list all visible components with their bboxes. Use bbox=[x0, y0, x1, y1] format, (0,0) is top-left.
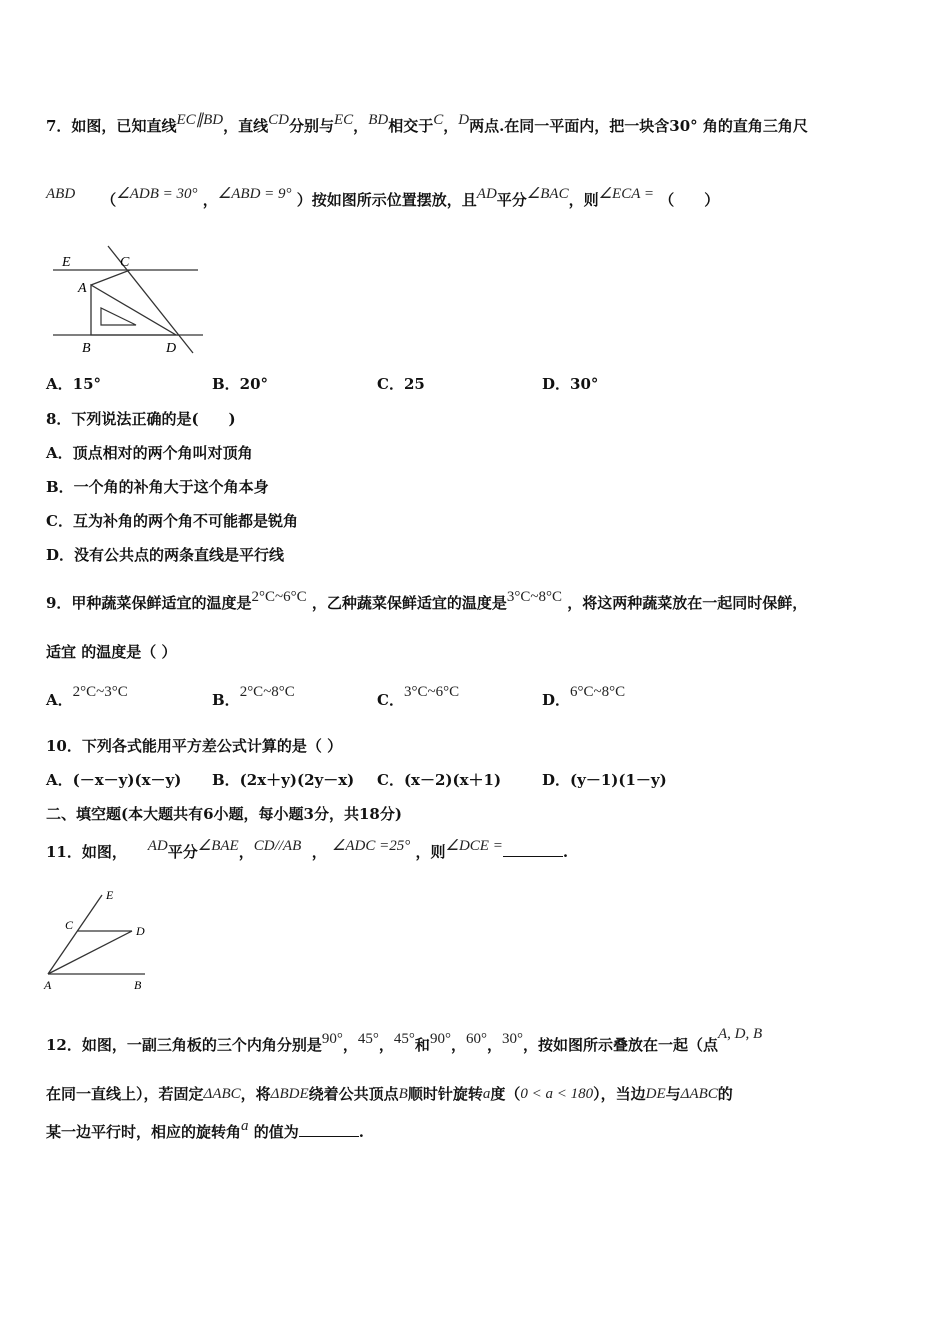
option-value: 3°C~6°C bbox=[403, 684, 460, 700]
q12-text: . bbox=[358, 1123, 364, 1141]
q9-option-d bbox=[542, 684, 626, 710]
q11-math: ∠BAE bbox=[197, 838, 239, 854]
q11-text: ，则 bbox=[415, 843, 446, 861]
q12-math: A, D, B bbox=[717, 1026, 763, 1042]
q8-option-b: B．一个角的补角大于这个角本身 bbox=[46, 478, 269, 496]
q7-math: EC∥BD bbox=[176, 112, 224, 128]
q10-option-b: B．(2x＋y)(2y－x) bbox=[212, 771, 355, 789]
q10-stem: 10．下列各式能用平方差公式计算的是（ ） bbox=[46, 737, 343, 755]
q11-figure bbox=[40, 885, 170, 995]
q11-math: ∠DCE = bbox=[445, 838, 503, 854]
q7-math: ∠ADB = 30° bbox=[116, 186, 198, 202]
q7-line2 bbox=[46, 186, 720, 210]
q12-math: 30° bbox=[501, 1031, 523, 1047]
q10-option-c: C．(x－2)(x＋1) bbox=[377, 771, 502, 789]
q7-text: ，直线 bbox=[223, 117, 269, 135]
q7-text: （ bbox=[101, 191, 117, 209]
q7-option-c: C．25 bbox=[377, 375, 425, 393]
q7-text: ， bbox=[443, 117, 459, 135]
q7-option-d: D．30° bbox=[542, 375, 599, 393]
q7-text: 平分 bbox=[496, 191, 527, 209]
q12-math: 45° bbox=[357, 1031, 379, 1047]
q12-text: 某一边平行时，相应的旋转角 bbox=[46, 1123, 242, 1141]
q11-line bbox=[46, 838, 569, 862]
q12-math: DE bbox=[645, 1086, 666, 1102]
q8-option-a: A．顶点相对的两个角叫对顶角 bbox=[46, 444, 253, 462]
q12-line2 bbox=[46, 1083, 733, 1104]
q12-math: 45° bbox=[393, 1031, 415, 1047]
q12-text: ， bbox=[378, 1036, 394, 1054]
q9-math: 3°C~8°C bbox=[506, 589, 562, 605]
q12-text: ，按如图所示叠放在一起（点 bbox=[522, 1036, 718, 1054]
q12-math: 90° bbox=[429, 1031, 451, 1047]
label-e: E bbox=[62, 255, 71, 270]
label-d: D bbox=[166, 341, 177, 356]
q11-text: . bbox=[562, 843, 569, 861]
q11-math: AD bbox=[147, 838, 168, 854]
option-label: C． bbox=[377, 691, 404, 709]
q7-option-b: B．20° bbox=[212, 375, 269, 393]
q12-math: 90° bbox=[321, 1031, 343, 1047]
label-a: A bbox=[44, 978, 52, 992]
option-value: 6°C~8°C bbox=[570, 684, 626, 700]
q12-text: 的值为 bbox=[253, 1123, 299, 1141]
q7-math: BD bbox=[368, 112, 389, 128]
q9-option-c bbox=[377, 684, 460, 710]
q8-stem: 8．下列说法正确的是( ) bbox=[46, 410, 236, 428]
q7-math: ∠BAC bbox=[526, 186, 569, 202]
q11-text: 11．如图， bbox=[46, 843, 127, 861]
q9-option-b bbox=[212, 684, 295, 710]
q7-line1 bbox=[46, 112, 808, 136]
q12-math: ΔABC bbox=[203, 1086, 241, 1102]
q7-figure bbox=[48, 240, 208, 360]
triangle-inner bbox=[101, 308, 136, 325]
q11-text: 平分 bbox=[167, 843, 198, 861]
q7-text: 7．如图，已知直线 bbox=[46, 117, 177, 135]
q9-line2: 适宜 的温度是（ ） bbox=[46, 643, 177, 661]
label-b: B bbox=[82, 341, 91, 356]
option-value: 2°C~3°C bbox=[72, 684, 128, 700]
q12-math: ΔBDE bbox=[270, 1086, 309, 1102]
q12-text: 顺时针旋转 bbox=[407, 1085, 483, 1103]
q12-math: B bbox=[398, 1086, 408, 1102]
section-fill-blank-heading: 二、填空题(本大题共有6小题，每小题3分，共18分) bbox=[46, 805, 402, 823]
q7-text: ， bbox=[202, 191, 218, 209]
option-value: 2°C~8°C bbox=[239, 684, 295, 700]
q12-text: 度（ bbox=[490, 1085, 521, 1103]
q9-math: 2°C~6°C bbox=[251, 589, 307, 605]
q7-math: CD bbox=[268, 112, 289, 128]
q12-text: ，将 bbox=[240, 1085, 271, 1103]
q12-text: 12．如图，一副三角板的三个内角分别是 bbox=[46, 1036, 322, 1054]
q7-text: 分别与 bbox=[288, 117, 334, 135]
q9-text: ，乙种蔬菜保鲜适宜的温度是 bbox=[311, 594, 507, 612]
q12-text: ， bbox=[342, 1036, 358, 1054]
q12-math: a bbox=[482, 1086, 491, 1102]
q7-option-a: A．15° bbox=[46, 375, 102, 393]
q10-option-a: A．(－x－y)(x－y) bbox=[46, 771, 182, 789]
label-e: E bbox=[106, 888, 114, 902]
q12-text: 和 bbox=[414, 1036, 430, 1054]
q11-text: ， bbox=[238, 843, 254, 861]
q7-text: ，则 bbox=[568, 191, 599, 209]
q8-option-d: D．没有公共点的两条直线是平行线 bbox=[46, 546, 285, 564]
option-label: D． bbox=[542, 691, 571, 709]
answer-blank bbox=[299, 1122, 359, 1137]
line-ac bbox=[91, 270, 130, 285]
q7-text: 相交于 bbox=[388, 117, 434, 135]
option-label: A． bbox=[46, 691, 73, 709]
q9-option-a bbox=[46, 684, 128, 710]
q12-line3 bbox=[46, 1118, 364, 1142]
option-label: B． bbox=[212, 691, 240, 709]
q12-text: ， bbox=[486, 1036, 502, 1054]
q7-math: AD bbox=[476, 186, 497, 202]
q12-text: ， bbox=[450, 1036, 466, 1054]
q7-text: ）按如图所示位置摆放，且 bbox=[296, 191, 477, 209]
q7-math: EC bbox=[334, 112, 354, 128]
line-ad bbox=[48, 931, 132, 974]
q7-math: ABD bbox=[46, 186, 76, 202]
q7-text: ， bbox=[353, 117, 369, 135]
q12-text: 绕着公共顶点 bbox=[308, 1085, 399, 1103]
q12-text: ），当边 bbox=[593, 1085, 646, 1103]
label-c: C bbox=[120, 255, 130, 270]
q9-line1 bbox=[46, 589, 808, 613]
q12-math: 60° bbox=[465, 1031, 487, 1047]
q7-math: ∠ECA = bbox=[598, 186, 654, 202]
line-ae bbox=[48, 895, 102, 974]
q12-math: ΔABC bbox=[680, 1086, 718, 1102]
label-d: D bbox=[136, 924, 145, 938]
q12-math: a bbox=[241, 1118, 249, 1134]
q9-text: ，将这两种蔬菜放在一起同时保鲜， bbox=[567, 594, 808, 612]
q7-math: D bbox=[458, 112, 470, 128]
q12-math: 0 < a < 180 bbox=[520, 1086, 594, 1102]
label-b: B bbox=[134, 978, 142, 992]
q12-text: 的 bbox=[717, 1085, 733, 1103]
q7-math: ∠ABD = 9° bbox=[217, 186, 292, 202]
q10-option-d: D．(y－1)(1－y) bbox=[542, 771, 667, 789]
q8-option-c: C．互为补角的两个角不可能都是锐角 bbox=[46, 512, 298, 530]
q11-math: ∠ADC =25° bbox=[331, 838, 411, 854]
label-a: A bbox=[78, 281, 87, 296]
q12-line1 bbox=[46, 1026, 763, 1055]
q7-math: C bbox=[433, 112, 444, 128]
q11-text: ， bbox=[311, 843, 327, 861]
answer-blank bbox=[503, 842, 563, 857]
q9-text: 9．甲种蔬菜保鲜适宜的温度是 bbox=[46, 594, 252, 612]
q12-text: 与 bbox=[665, 1085, 681, 1103]
q11-math: CD//AB bbox=[253, 838, 302, 854]
label-c: C bbox=[65, 918, 74, 932]
q7-text: （ ） bbox=[659, 191, 720, 209]
q12-text: 在同一直线上），若固定 bbox=[46, 1085, 204, 1103]
q7-text: 两点.在同一平面内，把一块含30° 角的直角三角尺 bbox=[469, 117, 808, 135]
